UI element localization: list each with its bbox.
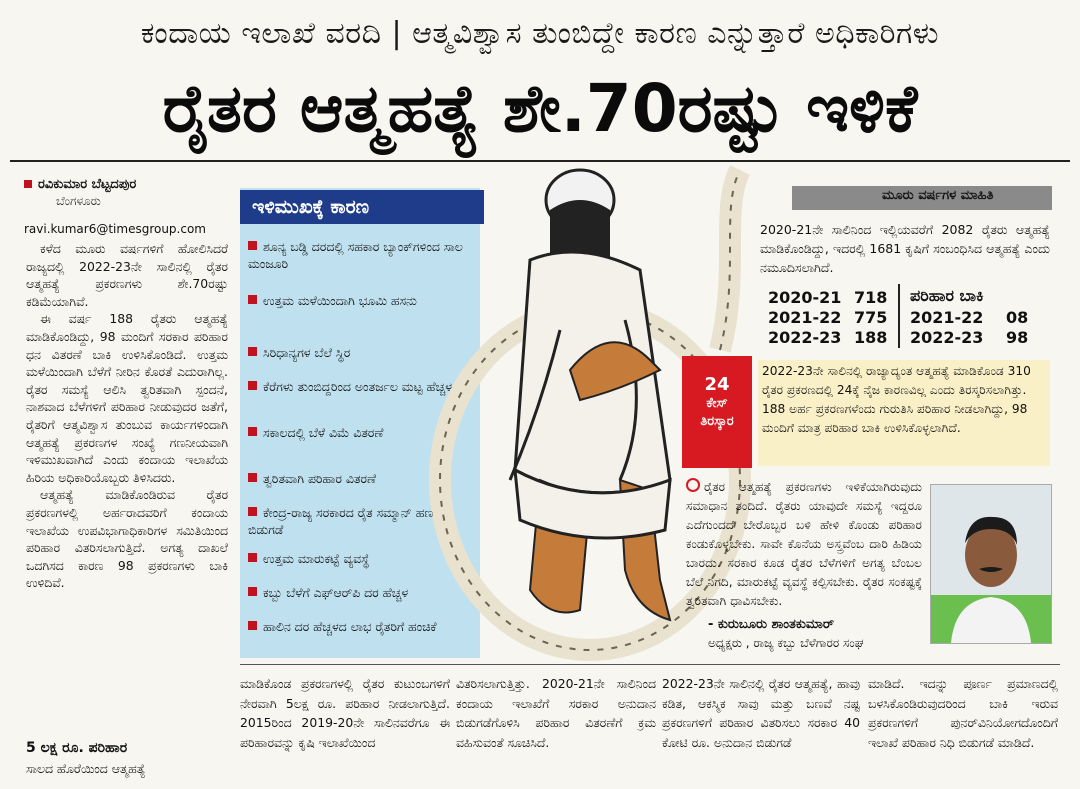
byline-marker	[24, 180, 32, 188]
rejected-count: 24	[704, 374, 730, 395]
stats-year: 2022-23	[910, 328, 984, 347]
bullet-icon	[248, 427, 257, 436]
reason-item	[248, 584, 468, 601]
reason-text: ಕಬ್ಬು ಬೆಳೆಗೆ ಎಫ್‌ಆರ್‌ಪಿ ದರ ಹೆಚ್ಚಳ	[263, 585, 409, 600]
paragraph: ಕಳೆದ ಮೂರು ವರ್ಷಗಳಿಗೆ ಹೋಲಿಸಿದರೆ ರಾಜ್ಯದಲ್ಲಿ 2022-23ನೇ ಸಾಲಿನಲ್ಲಿ ರೈತರ ಆತ್ಮಹತ್ಯೆ ಪ್ರಕರಣಗಳು ಶೇ.70ರಷ್ಟು ಕಡಿಮೆಯಾಗಿವೆ.	[26, 241, 228, 309]
subheading: 5 ಲಕ್ಷ ರೂ. ಪರಿಹಾರ	[26, 740, 128, 756]
stats-summary: 2020-21ನೇ ಸಾಲಿನಿಂದ ಇಲ್ಲಿಯವರೆಗೆ 2082 ರೈತರು ಆತ್ಮಹತ್ಯೆ ಮಾಡಿಕೊಂಡಿದ್ದು, ಇದರಲ್ಲಿ 1681 ಕೃಷಿಗೆ ಸಂಬಂಧಿಸಿದ ಆತ್ಮಹತ್ಯೆ ಎಂದು ನಮೂದಿಸಲಾಗಿದೆ.	[760, 222, 1050, 275]
headline: ರೈತರ ಆತ್ಮಹತ್ಯೆ ಶೇ.70ರಷ್ಟು ಇಳಿಕೆ	[162, 70, 918, 147]
bullet-icon	[248, 587, 257, 596]
stats-value: 08	[1006, 308, 1029, 327]
reasons-heading: ಇಳಿಮುಖಕ್ಕೆ ಕಾರಣ	[240, 190, 484, 224]
stats-value: 98	[1006, 328, 1029, 347]
reason-text: ಉತ್ತಮ ಮಳೆಯಿಂದಾಗಿ ಭೂಮಿ ಹಸನು	[263, 293, 417, 308]
stats-value: 718	[854, 288, 888, 307]
bullet-icon	[248, 507, 257, 516]
byline	[24, 176, 234, 209]
rejected-text: 2022-23ನೇ ಸಾಲಿನಲ್ಲಿ ರಾಜ್ಯಾದ್ಯಂತ ಆತ್ಮಹತ್ಯೆ ಮಾಡಿಕೊಂಡ 310 ರೈತರ ಪ್ರಕರಣದಲ್ಲಿ 24ಕ್ಕೆ ನೈಜ ಕಾರಣವಿಲ್ಲ ಎಂದು ತಿರಸ್ಕರಿಸಲಾಗಿತ್ತು. 188 ಅರ್ಹ ಪ್ರಕರಣಗಳೆಂದು ಗುರುತಿಸಿ ಪರಿಹಾರ ನೀಡಲಾಗಿದ್ದು, 98 ಮಂದಿಗೆ ಮಾತ್ರ ಪರಿಹಾರ ಬಾಕಿ ಉಳಿಸಿಕೊಳ್ಳಲಾಗಿದೆ.	[758, 360, 1050, 466]
reason-item	[248, 344, 468, 361]
stats-year: 2022-23	[768, 328, 842, 347]
stats-tab	[792, 186, 1052, 210]
stats-tab-label: ಮೂರು ವರ್ಷಗಳ ಮಾಹಿತಿ	[882, 188, 994, 203]
bullet-icon	[248, 295, 257, 304]
body-column-2: ಮಾಡಿಕೊಂಡ ಪ್ರಕರಣಗಳಲ್ಲಿ ರೈತರ ಕುಟುಂಬಗಳಿಗೆ ನೇರವಾಗಿ 5ಲಕ್ಷ ರೂ. ಪರಿಹಾರ ನೀಡಲಾಗುತ್ತಿದೆ. 2015ರಿಂದ 2019-20ನೇ ಸಾಲಿನವರೆಗೂ ಈ ಪರಿಹಾರವನ್ನು ಕೃಷಿ ಇಲಾಖೆಯಿಂದ	[240, 676, 450, 750]
reason-text: ಕೇಂದ್ರ-ರಾಜ್ಯ ಸರಕಾರದ ರೈತ ಸಮ್ಮಾನ್ ಹಣ ಬಿಡುಗಡೆ	[248, 505, 434, 537]
quote-text: ರೈತರ ಆತ್ಮಹತ್ಯೆ ಪ್ರಕರಣಗಳು ಇಳಿಕೆಯಾಗಿರುವುದು ಸಮಾಧಾನ ತಂದಿದೆ. ರೈತರು ಯಾವುದೇ ಸಮಸ್ಯೆ ಇದ್ದರೂ ಎದೆಗುಂದದೆ ಬೇರೊಬ್ಬರ ಬಳಿ ಹೇಳಿ ಕೊಂಡು ಪರಿಹಾರ ಕಂಡುಕೊಳ್ಳಬೇಕು. ಸಾವೇ ಕೊನೆಯ ಅಸ್ತ್ರವೆಂಬ ದಾರಿ ಹಿಡಿಯ ಬಾರದು. ಸರಕಾರ ಕೂಡ ರೈತರ ಬೆಳೆಗಳಿಗೆ ಅಗತ್ಯ ಬೆಂಬಲ ಬೆಲೆ ನಿಗದಿ, ಮಾರುಕಟ್ಟೆ ವ್ಯವಸ್ಥೆ ಕಲ್ಪಿಸಬೇಕು. ರೈತರ ಸಂಕಷ್ಟಕ್ಕೆ ತ್ವರಿತವಾಗಿ ಧಾವಿಸಬೇಕು.	[686, 480, 922, 608]
stats-value: 775	[854, 308, 888, 327]
reason-item	[248, 292, 468, 309]
pending-relief-title: ಪರಿಹಾರ ಬಾಕಿ	[910, 286, 984, 305]
bullet-icon	[248, 241, 257, 250]
reason-text: ಸಕಾಲದಲ್ಲಿ ಬೆಳೆ ವಿಮೆ ವಿತರಣೆ	[263, 425, 384, 440]
bullet-icon	[248, 553, 257, 562]
quote-author-role: ಅಧ್ಯಕ್ಷರು , ರಾಜ್ಯ ಕಬ್ಬು ಬೆಳೆಗಾರರ ಸಂಘ	[708, 636, 864, 650]
reason-text: ಉತ್ತಮ ಮಾರುಕಟ್ಟೆ ವ್ಯವಸ್ಥೆ	[263, 551, 370, 566]
divider	[240, 664, 1060, 665]
reason-item	[248, 470, 468, 487]
reason-item	[248, 378, 468, 395]
bullet-icon	[248, 621, 257, 630]
reason-text: ಕೆರೆಗಳು ತುಂಬಿದ್ದರಿಂದ ಅಂತರ್ಜಲ ಮಟ್ಟ ಹೆಚ್ಚಳ	[263, 379, 453, 394]
quote-author: - ಕುರುಬೂರು ಶಾಂತಕುಮಾರ್	[708, 617, 834, 632]
paragraph: ಆತ್ಮಹತ್ಯೆ ಮಾಡಿಕೊಂಡಿರುವ ರೈತರ ಪ್ರಕರಣಗಳಲ್ಲಿ ಅರ್ಹರಾದವರಿಗೆ ಕಂದಾಯ ಇಲಾಖೆಯ ಉಪವಿಭಾಗಾಧಿಕಾರಿಗಳ ಸಮಿತಿಯಿಂದ ಪರಿಹಾರ ವಿತರಿಸಲಾಗುತ್ತಿದೆ. ಅಗತ್ಯ ದಾಖಲೆ ಒದಗಿಸದ ಕಾರಣ 98 ಪ್ರಕರಣಗಳು ಬಾಕಿ ಉಳಿದಿವೆ.	[26, 487, 228, 591]
reason-item	[248, 504, 468, 538]
kicker: ಕಂದಾಯ ಇಲಾಖೆ ವರದಿ | ಆತ್ಮವಿಶ್ವಾಸ ತುಂಬಿದ್ದೇ ಕಾರಣ ಎನ್ನುತ್ತಾರೆ ಅಧಿಕಾರಿಗಳು	[140, 16, 940, 51]
body-column-3: ವಿತರಿಸಲಾಗುತ್ತಿತ್ತು. 2020-21ನೇ ಸಾಲಿನಿಂದ ಕಂದಾಯ ಇಲಾಖೆಗೆ ಸರಕಾರ ಅನುದಾನ ಬಿಡುಗಡೆಗೊಳಿಸಿ ಪರಿಹಾರ ವಿತರಣೆಗೆ ಕ್ರಮ ವಹಿಸುವಂತೆ ಸೂಚಿಸಿದೆ.	[456, 676, 656, 750]
stats-year: 2021-22	[910, 308, 984, 327]
bullet-icon	[248, 473, 257, 482]
bullet-icon	[248, 347, 257, 356]
reason-item	[248, 618, 468, 635]
author-email[interactable]: ravi.kumar6@timesgroup.com	[24, 222, 206, 236]
reason-text: ಹಾಲಿನ ದರ ಹೆಚ್ಚಳದ ಲಾಭ ರೈತರಿಗೆ ಹಂಚಿಕೆ	[263, 619, 437, 634]
body-column-1	[26, 240, 228, 592]
rejected-label: ಕೇಸ್	[706, 396, 728, 411]
rejected-badge	[682, 356, 752, 468]
paragraph: ಸಾಲದ ಹೊರೆಯಿಂದ ಆತ್ಮಹತ್ಯೆ	[26, 761, 146, 776]
reason-item	[248, 550, 468, 567]
reason-text: ತ್ವರಿತವಾಗಿ ಪರಿಹಾರ ವಿತರಣೆ	[263, 471, 377, 486]
paragraph: ಈ ವರ್ಷ 188 ರೈತರು ಆತ್ಮಹತ್ಯೆ ಮಾಡಿಕೊಂಡಿದ್ದು, 98 ಮಂದಿಗೆ ಸರಕಾರ ಪರಿಹಾರ ಧನ ವಿತರಣೆ ಬಾಕಿ ಉಳಿಸಿಕೊಂಡಿದೆ. ಉತ್ತಮ ಮಳೆಯಿಂದಾಗಿ ಬೆಳೆಗೆ ನೀರಿನ ಕೊರತೆ ಎದುರಾಗಿಲ್ಲ. ರೈತರ ಸಮಸ್ಯೆ ಆಲಿಸಿ ತ್ವರಿತವಾಗಿ ಸ್ಪಂದನೆ, ನಾಶವಾದ ಬೆಳೆಗಳಿಗೆ ಪರಿಹಾರ ನೀಡುವುದರ ಜತೆಗೆ, ರೈತರಿಗೆ ಆತ್ಮವಿಶ್ವಾಸ ತುಂಬುವ ಕಾರ್ಯಗಳಿಂದಾಗಿ ಆತ್ಮಹತ್ಯೆ ಪ್ರಕರಣಗಳ ಸಂಖ್ಯೆ ಗಣನೀಯವಾಗಿ ಇಳಿಮುಖವಾಗಿದೆ ಎಂದು ಕಂದಾಯ ಇಲಾಖೆಯ ಹಿರಿಯ ಅಧಿಕಾರಿಯೊಬ್ಬರು ತಿಳಿಸಿದರು.	[26, 311, 228, 485]
stats-year: 2020-21	[768, 288, 842, 307]
reason-text: ಸಿರಿಧಾನ್ಯಗಳ ಬೆಲೆ ಸ್ಥಿರ	[263, 345, 351, 360]
reason-item	[248, 238, 468, 272]
portrait-photo	[930, 484, 1052, 644]
stats-year: 2021-22	[768, 308, 842, 327]
dateline: ಬೆಂಗಳೂರು	[56, 194, 101, 208]
quote-marker-icon	[686, 478, 700, 492]
stats-divider	[898, 284, 900, 348]
quote	[686, 478, 922, 611]
reason-text: ಶೂನ್ಯ ಬಡ್ಡಿ ದರದಲ್ಲಿ ಸಹಕಾರ ಬ್ಯಾಂಕ್‌ಗಳಿಂದ ಸಾಲ ಮಂಜೂರಿ	[248, 239, 463, 271]
author-name: ರವಿಕುಮಾರ ಬೆಟ್ಟದಪುರ	[38, 177, 137, 192]
body-column-4: 2022-23ನೇ ಸಾಲಿನಲ್ಲಿ ರೈತರ ಆತ್ಮಹತ್ಯೆ, ಹಾವು ಕಡಿತ, ಆಕಸ್ಮಿಕ ಸಾವು ಮತ್ತು ಬಣವೆ ನಷ್ಟ ಪ್ರಕರಣಗಳಿಗೆ ಪರಿಹಾರ ವಿತರಿಸಲು ಸರಕಾರ 40 ಕೋಟಿ ರೂ. ಅನುದಾನ ಬಿಡುಗಡೆ	[662, 676, 860, 750]
bullet-icon	[248, 381, 257, 390]
body-column-5: ಮಾಡಿದೆ. ಇದನ್ನು ಪೂರ್ಣ ಪ್ರಮಾಣದಲ್ಲಿ ಬಳಸಿಕೊಂಡಿರುವುದರಿಂದ ಬಾಕಿ ಇರುವ ಪ್ರಕರಣಗಳಿಗೆ ಪುನರ್‌ವಿನಿಯೋಗದೊಂದಿಗೆ ಇಲಾಖೆ ಪರಿಹಾರ ನಿಧಿ ಬಿಡುಗಡೆ ಮಾಡಿದೆ.	[868, 676, 1058, 750]
stats-value: 188	[854, 328, 888, 347]
reason-item	[248, 424, 468, 441]
rejected-label: ತಿರಸ್ಕಾರ	[700, 414, 734, 429]
